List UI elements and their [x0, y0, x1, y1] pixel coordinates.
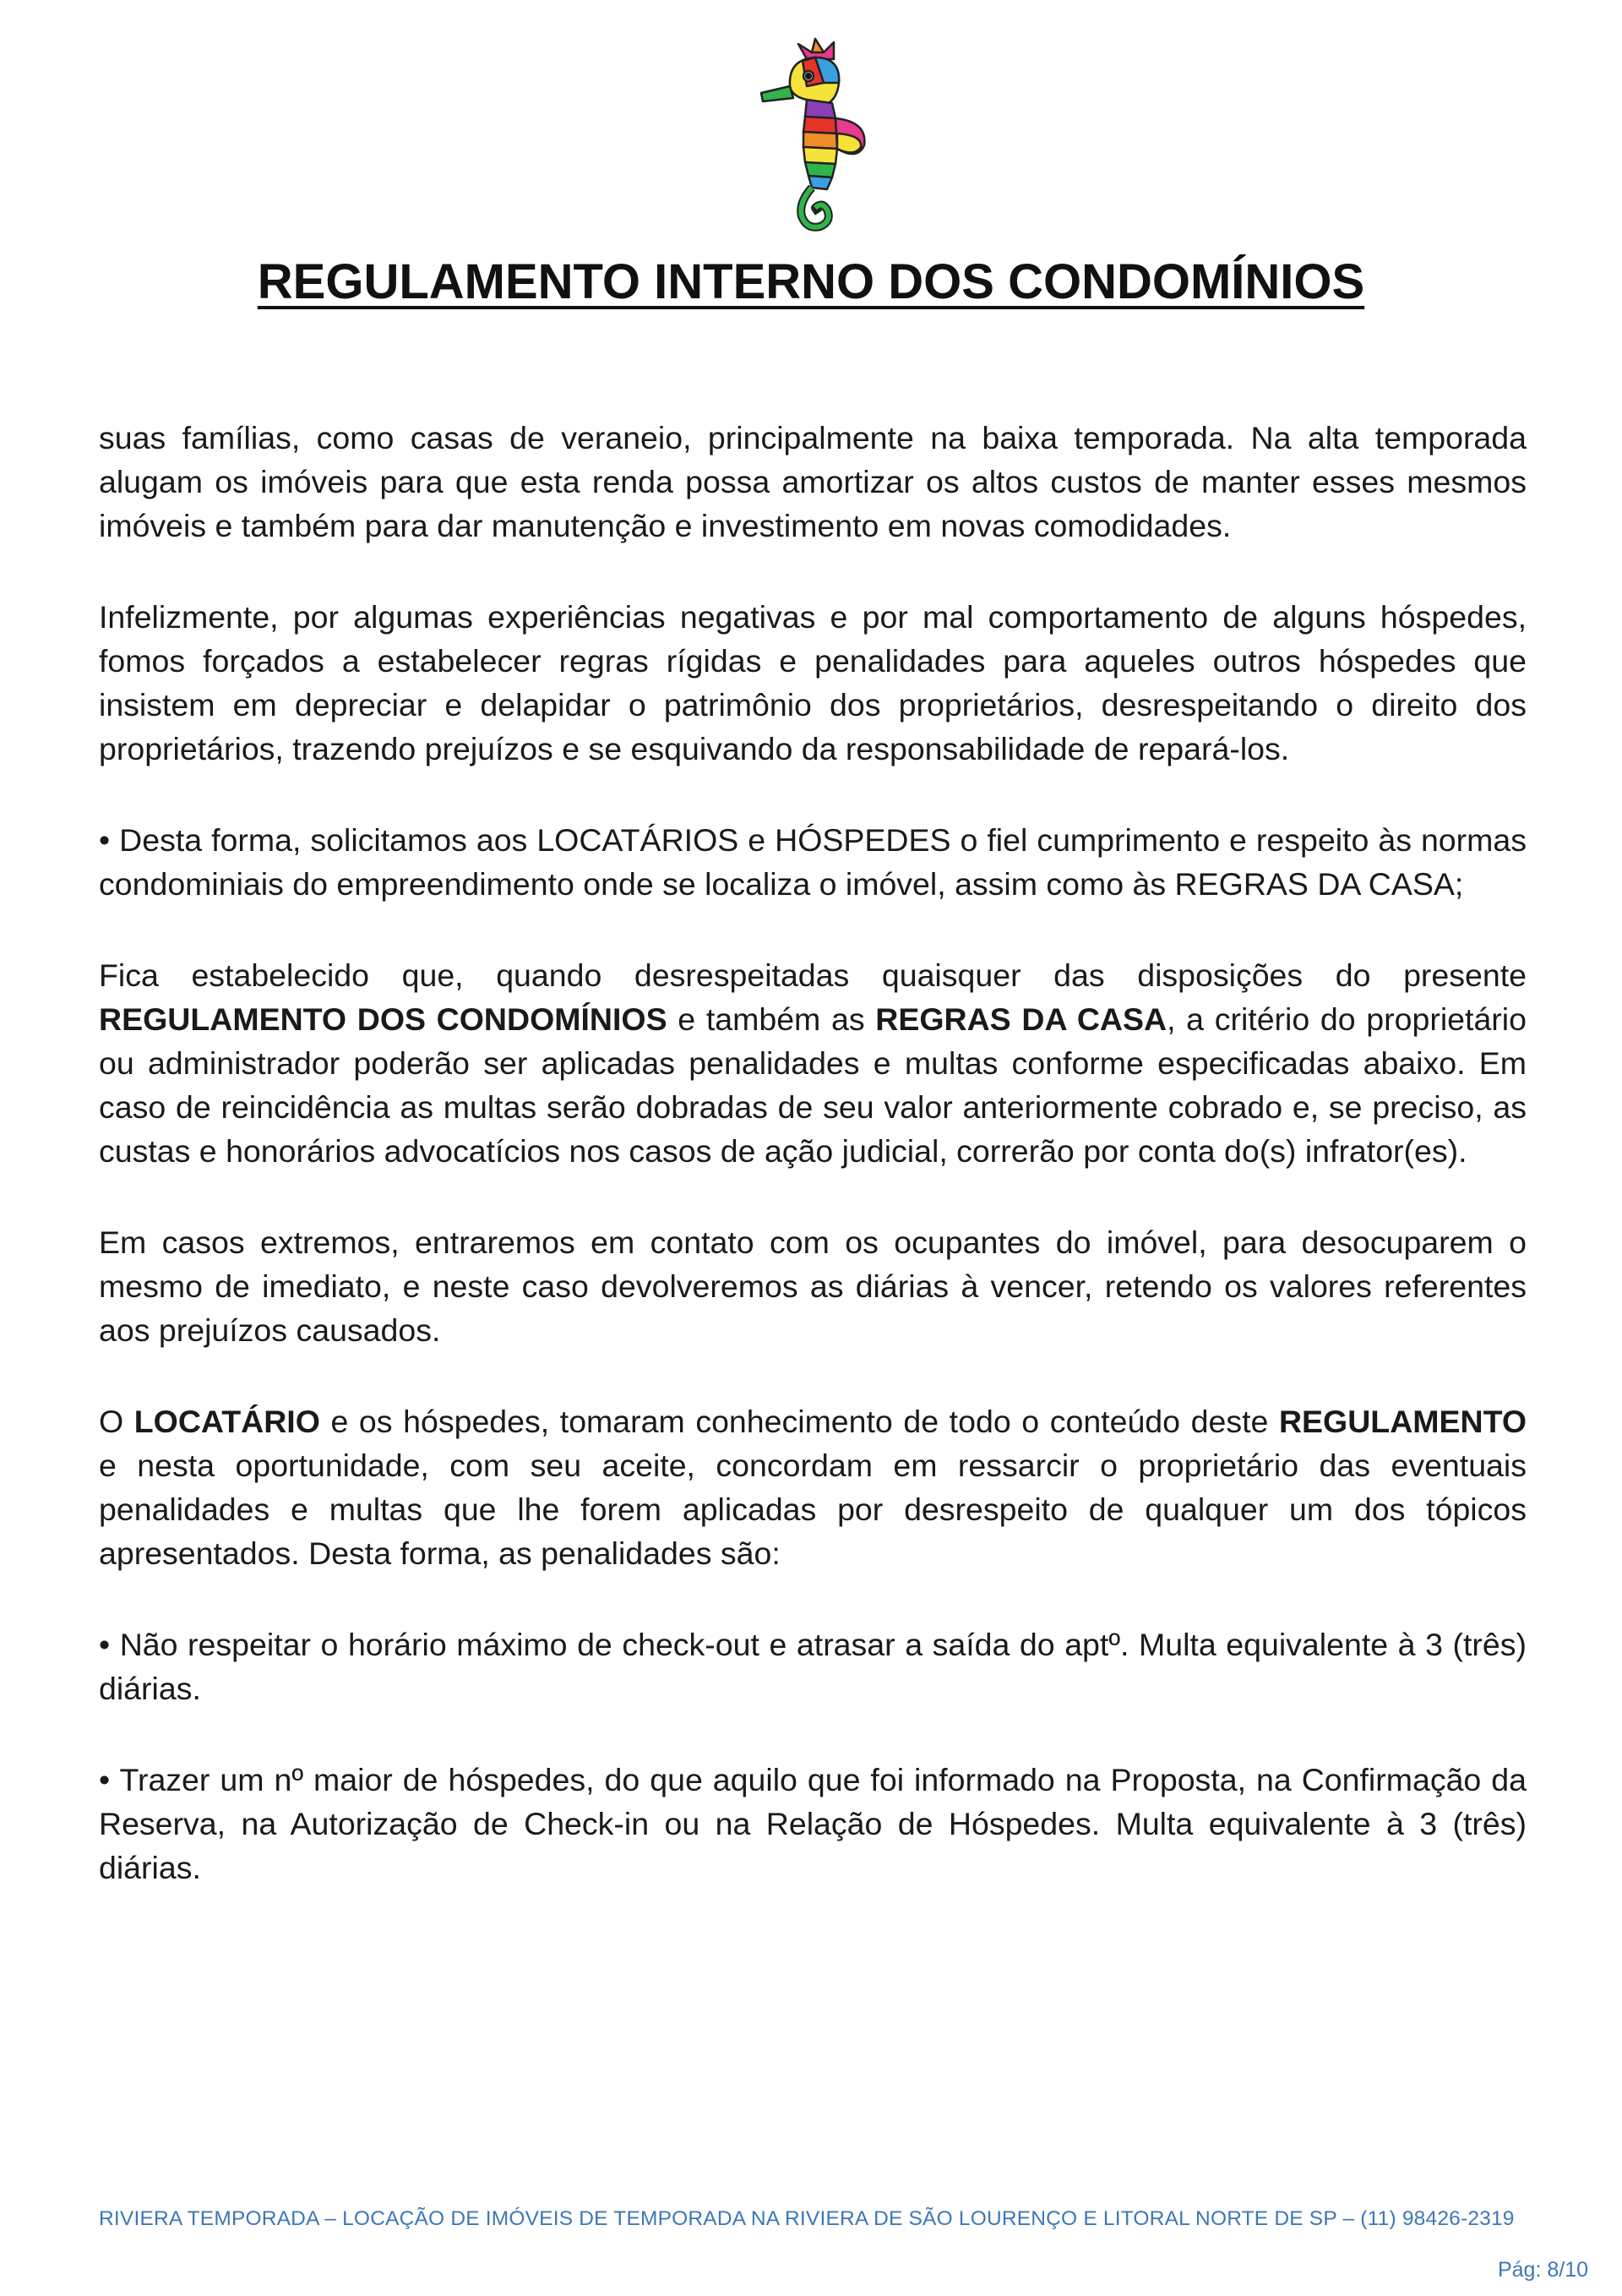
bullet-paragraph: • Trazer um nº maior de hóspedes, do que aquilo que foi informado na Proposta, na Confirmação da Reserva, na Autorização de Check-in ou na Relação de Hóspedes. Multa equivalente à 3 (três) diárias. [99, 1762, 1527, 1885]
text-run: e nesta oportunidade, com seu aceite, concordam em ressarcir o proprietário das eventuais penalidades e multas que lhe forem aplicadas por desrespeito de qualquer um dos tópicos apresentados. Desta forma, as penalidades são: [99, 1448, 1527, 1571]
paragraph: Em casos extremos, entraremos em contato com os ocupantes do imóvel, para desocuparem o mesmo de imediato, e neste caso devolveremos as diárias à vencer, retendo os valores referentes aos prejuízos causados. [99, 1224, 1527, 1348]
bullet-paragraph: • Desta forma, solicitamos aos LOCATÁRIOS e HÓSPEDES o fiel cumprimento e respeito às normas condominiais do empreendimento onde se localiza o imóvel, assim como às REGRAS DA CASA; [99, 822, 1527, 902]
bold-text: REGULAMENTO [1278, 1404, 1527, 1439]
paragraph: suas famílias, como casas de veraneio, principalmente na baixa temporada. Na alta temporada alugam os imóveis para que esta renda possa amortizar os altos custos de manter esses mesmos imóveis e também para dar manutenção e investimento em novas comodidades. [99, 420, 1527, 543]
paragraph [99, 953, 1527, 1173]
text-run: O [99, 1404, 134, 1439]
bullet-paragraph: • Não respeitar o horário máximo de check-out e atrasar a saída do aptº. Multa equivalente à 3 (três) diárias. [99, 1627, 1527, 1706]
paragraph [99, 1399, 1527, 1575]
text-run: , a critério do proprietário ou administrador poderão ser aplicadas penalidades e multas conforme especificadas abaixo. Em caso de reincidência as multas serão dobradas de seu valor anteriormente cobrado e, se preciso, as custas e honorários advocatícios nos casos de ação judicial, correrão por conta do(s) infrator(es). [99, 1001, 1527, 1169]
bold-text: REGRAS DA CASA [875, 1001, 1168, 1037]
text-run: Fica estabelecido que, quando desrespeitadas quaisquer das disposições do presente [99, 957, 1527, 993]
bold-text: REGULAMENTO DOS CONDOMÍNIOS [99, 1001, 667, 1037]
text-run: e também as [667, 1001, 876, 1037]
page-number: Pág: 8/10 [1497, 2258, 1588, 2282]
bold-text: LOCATÁRIO [133, 1404, 320, 1439]
document-body [99, 416, 1527, 1937]
seahorse-logo [756, 34, 883, 237]
page-footer: RIVIERA TEMPORADA – LOCAÇÃO DE IMÓVEIS DE TEMPORADA NA RIVIERA DE SÃO LOURENÇO E LITORAL NORTE DE SP – (11) 98426-2319 [99, 2207, 1515, 2230]
text-run: e os hóspedes, tomaram conhecimento de todo o conteúdo deste [319, 1404, 1279, 1439]
paragraph: Infelizmente, por algumas experiências negativas e por mal comportamento de alguns hóspedes, fomos forçados a estabelecer regras rígidas e penalidades para aqueles outros hóspedes que insistem em depreciar e delapidar o patrimônio dos proprietários, desrespeitando o direito dos proprietários, trazendo prejuízos e se esquivando da responsabilidade de repará-los. [99, 599, 1527, 766]
page-title: REGULAMENTO INTERNO DOS CONDOMÍNIOS [257, 254, 1365, 309]
